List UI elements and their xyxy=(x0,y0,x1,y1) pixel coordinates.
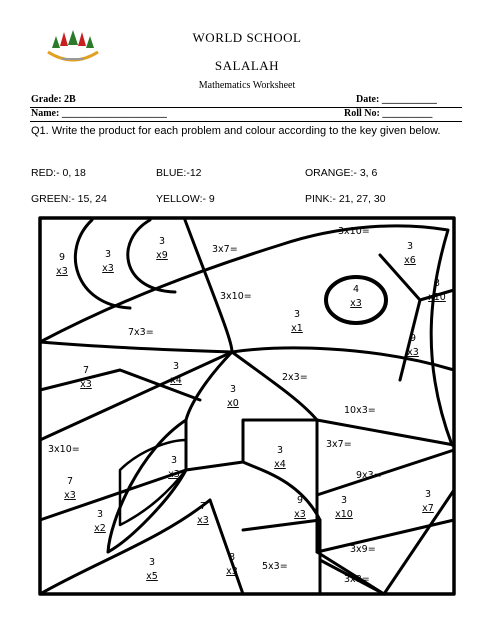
equation-label: 2x3= xyxy=(282,372,308,383)
name-field[interactable]: Name: _____________________ xyxy=(31,108,167,119)
problem-top: 3 xyxy=(229,384,237,395)
problem-top: 3 xyxy=(424,489,432,500)
problem-top: 9 xyxy=(58,252,66,263)
puzzle-lines xyxy=(40,218,454,594)
problem-top: 3 xyxy=(293,309,301,320)
problem-top: 3 xyxy=(276,445,284,456)
problem-top: 9 xyxy=(296,495,304,506)
equation-label: 3x10= xyxy=(338,226,370,237)
roll-no-field[interactable]: Roll No: __________ xyxy=(344,108,433,119)
problem-bottom: x3 xyxy=(102,263,114,274)
problem-cell xyxy=(156,236,168,261)
problem-cell xyxy=(274,445,286,470)
problem-bottom: x2 xyxy=(94,523,106,534)
problem-top: 8 xyxy=(228,552,236,563)
problem-cell xyxy=(102,249,114,274)
equation-label: 3x10= xyxy=(48,444,80,455)
equation-label: 10x3= xyxy=(344,405,376,416)
problem-cell xyxy=(168,455,180,480)
problem-top: 3 xyxy=(406,241,414,252)
problem-bottom: x3 xyxy=(407,347,419,358)
problem-cell xyxy=(350,284,362,309)
key-green: GREEN:- 15, 24 xyxy=(31,193,107,205)
problem-cell xyxy=(422,489,434,514)
equation-label: 3x9= xyxy=(350,544,376,555)
school-city: SALALAH xyxy=(214,58,280,73)
problem-top: 3 xyxy=(148,557,156,568)
problem-bottom: x3 xyxy=(350,298,362,309)
question-text: Q1. Write the product for each problem and colour according to the key given below. xyxy=(31,125,441,137)
problem-bottom: x1 xyxy=(291,323,303,334)
equation-label: 5x3= xyxy=(262,561,288,572)
key-yellow: YELLOW:- 9 xyxy=(156,193,215,205)
problem-top: 3 xyxy=(104,249,112,260)
problem-top: 3 xyxy=(96,509,104,520)
problem-bottom: x4 xyxy=(170,375,182,386)
problem-cell xyxy=(146,557,158,582)
problem-bottom: x3 xyxy=(64,490,76,501)
problem-top: 3 xyxy=(172,361,180,372)
worksheet-title: Mathematics Worksheet xyxy=(198,80,296,91)
problem-bottom: x10 xyxy=(428,292,446,303)
problem-top: 3 xyxy=(158,236,166,247)
problem-bottom: x9 xyxy=(156,250,168,261)
problem-top: 9 xyxy=(409,333,417,344)
key-orange: ORANGE:- 3, 6 xyxy=(305,167,378,179)
problem-cell xyxy=(94,509,106,534)
equation-label: 9x3= xyxy=(356,470,382,481)
problem-top: 3 xyxy=(340,495,348,506)
key-pink: PINK:- 21, 27, 30 xyxy=(305,193,386,205)
date-field[interactable]: Date: ___________ xyxy=(356,94,437,105)
problem-bottom: x3 xyxy=(56,266,68,277)
equation-label: 3x8= xyxy=(344,574,370,585)
school-name: WORLD SCHOOL xyxy=(192,30,302,45)
problem-bottom: x3 xyxy=(168,469,180,480)
key-red: RED:- 0, 18 xyxy=(31,167,86,179)
problem-bottom: x0 xyxy=(227,398,239,409)
problem-cell xyxy=(64,476,76,501)
problem-bottom: x5 xyxy=(146,571,158,582)
problem-bottom: x3 xyxy=(226,566,238,577)
problem-bottom: x3 xyxy=(80,379,92,390)
problem-bottom: x7 xyxy=(422,503,434,514)
key-blue: BLUE:-12 xyxy=(156,167,202,179)
equation-label: 3x7= xyxy=(212,244,238,255)
problem-cell xyxy=(227,384,239,409)
equation-label: 3x10= xyxy=(220,291,252,302)
problem-cell xyxy=(428,278,446,303)
equation-label: 3x7= xyxy=(326,439,352,450)
equation-label: 7x3= xyxy=(128,327,154,338)
problem-top: 4 xyxy=(352,284,360,295)
problem-cell xyxy=(291,309,303,334)
problem-top: 7 xyxy=(66,476,74,487)
grade-label: Grade: 2B xyxy=(31,94,76,105)
problem-cell xyxy=(197,501,209,526)
problem-cell xyxy=(56,252,68,277)
problem-bottom: x3 xyxy=(294,509,306,520)
problem-top: 7 xyxy=(199,501,207,512)
problem-top: 3 xyxy=(433,278,441,289)
problem-top: 3 xyxy=(170,455,178,466)
problem-cell xyxy=(404,241,416,266)
problem-top: 7 xyxy=(82,365,90,376)
problem-bottom: x6 xyxy=(404,255,416,266)
problem-bottom: x10 xyxy=(335,509,353,520)
problem-cell xyxy=(170,361,182,386)
problem-bottom: x4 xyxy=(274,459,286,470)
problem-cell xyxy=(335,495,353,520)
problem-bottom: x3 xyxy=(197,515,209,526)
